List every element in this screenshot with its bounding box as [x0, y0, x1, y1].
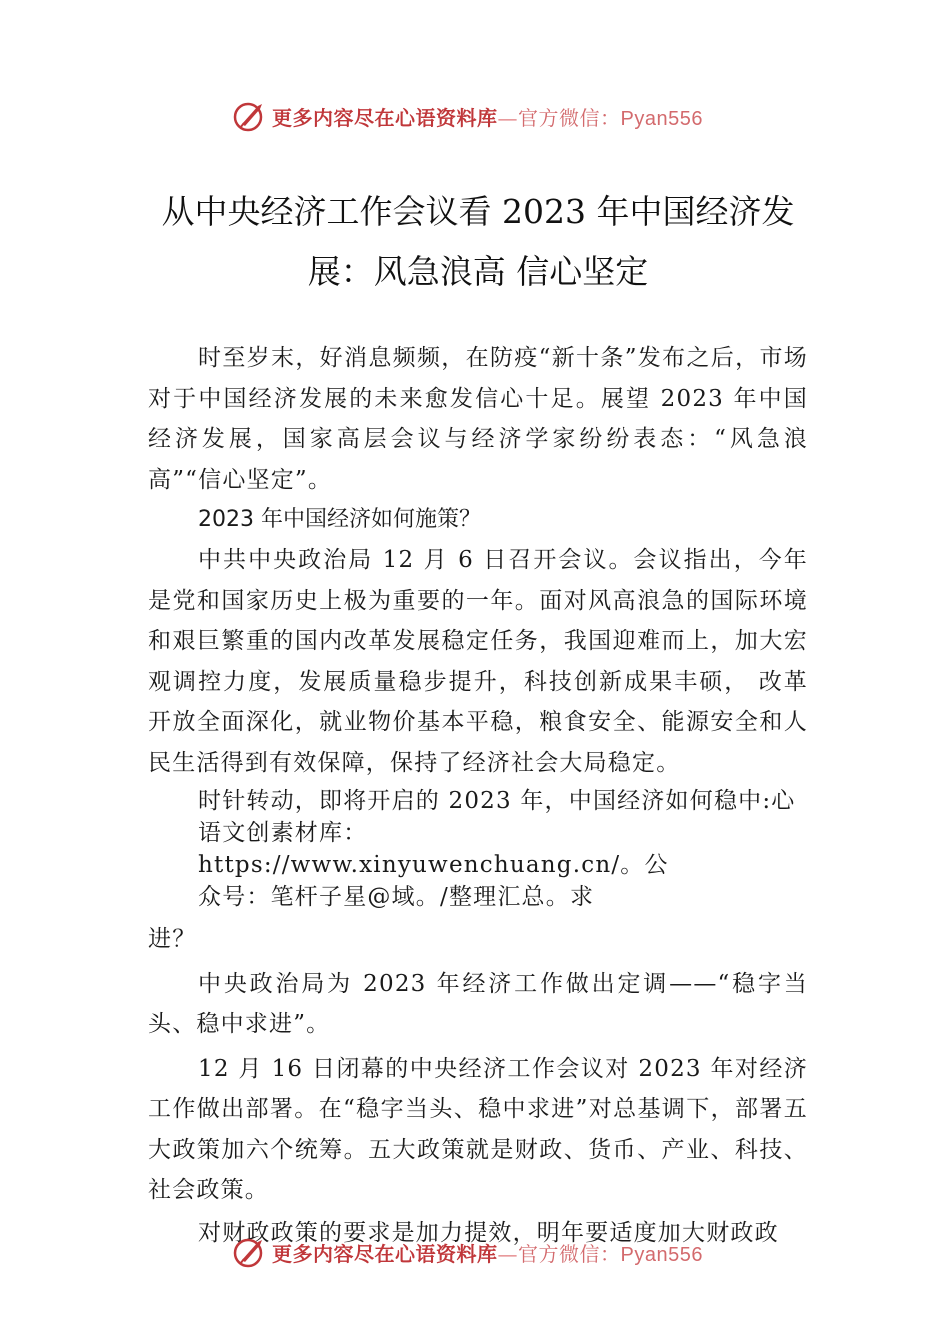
paragraph-continuation: 进？: [148, 926, 197, 952]
banner-wechat-id: Pyan556: [620, 1243, 703, 1266]
title-line-1: 从中央经济工作会议看 2023 年中国经济发: [161, 192, 795, 231]
banner-wechat-label: 官方微信：: [518, 105, 621, 130]
quill-pen-logo-icon: [232, 1234, 268, 1270]
footer-banner: [0, 1232, 950, 1272]
banner-dash: —: [497, 1241, 518, 1266]
inserted-watermark-text: [148, 785, 808, 913]
paragraph: 中共中央政治局 12 月 6 日召开会议。会议指出，今年是党和国家历史上极为重要的一年。面对风高浪急的国际环境和艰巨繁重的国内改革发展稳定任务，我国迎难而上，加大宏观调控力度，发展质量稳步提升，科技创新成果丰硕， 改革开放全面深化，就业物价基本平稳，粮食安全、能源安全和人民生活得到有效保障，保持了经济社会大局稳定。: [148, 547, 808, 776]
document-body: [148, 338, 808, 1253]
title-line-2: 展：风急浪高 信心坚定: [307, 252, 649, 291]
subheading: 2023 年中国经济如何施策？: [198, 507, 481, 532]
inserted-line: 众号：笔杆子星@域。/整理汇总。求: [198, 884, 595, 910]
paragraph: 时至岁末，好消息频频，在防疫“新十条”发布之后，市场对于中国经济发展的未来愈发信心十足。展望 2023 年中国经济发展，国家高层会议与经济学家纷纷表态：“风急浪高”“信心坚定”。: [148, 345, 808, 493]
inserted-line: 语文创素材库：https://www.xinyuwenchuang.cn/。公: [198, 820, 669, 878]
inserted-line: 时针转动，即将开启的 2023 年，中国经济如何稳中:心: [198, 788, 796, 814]
banner-wechat-id: Pyan556: [620, 107, 703, 130]
banner-wechat-label: 官方微信：: [518, 1241, 621, 1266]
paragraph: 中央政治局为 2023 年经济工作做出定调——“稳字当头、稳中求进”。: [148, 970, 808, 1037]
banner-dash: —: [497, 105, 518, 130]
banner-library-text: 更多内容尽在心语资料库: [272, 105, 498, 130]
quill-pen-logo-icon: [232, 98, 268, 134]
paragraph: 对财政政策的要求是加力提效，明年要适度加大财政政: [198, 1219, 779, 1246]
document-title: [148, 182, 808, 302]
banner-library-text: 更多内容尽在心语资料库: [272, 1241, 498, 1266]
header-banner: [0, 96, 950, 136]
paragraph: 12 月 16 日闭幕的中央经济工作会议对 2023 年对经济工作做出部署。在“稳字当头、稳中求进”对总基调下，部署五大政策加六个统筹。五大政策就是财政、货币、产业、科技、社会政策。: [148, 1055, 808, 1203]
